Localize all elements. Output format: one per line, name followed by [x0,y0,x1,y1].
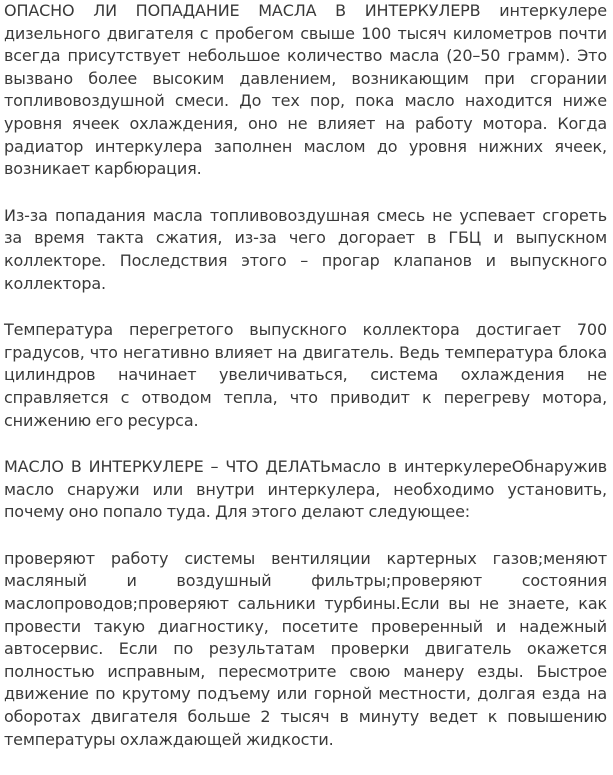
paragraph-checklist: проверяют работу системы вентиляции картерных газов;меняют масляный и воздушный фильтры;проверяют состояния маслопроводов;проверяют сальники турбины.Если вы не знаете, как провести такую диагностику, посетите проверенный и надежный автосервис. Если по результатам проверки двигатель окажется полностью исправным, пересмотрите свою манеру езды. Быстрое движение по крутому подъему или горной местности, долгая езда на оборотах двигателя больше 2 тысяч в минуту ведет к повышению температуры охлаждающей жидкости. [4,548,607,749]
article-body [4,0,607,775]
paragraph-temperature: Температура перегретого выпускного коллектора достигает 700 градусов, что негативно влияет на двигатель. Ведь температура блока цилиндров начинает увеличиваться, система охлаждения не справляется с отводом тепла, что приводит к перегреву мотора, снижению его ресурса. [4,320,607,430]
paragraph-what-to-do: МАСЛО В ИНТЕРКУЛЕРЕ – ЧТО ДЕЛАТЬмасло в интеркулереОбнаружив масло снаружи или внутри интеркулера, необходимо установить, почему оно попало туда. Для этого делают следующее: [4,457,607,522]
paragraph-combustion-effects: Из-за попадания масла топливовоздушная смесь не успевает сгореть за время такта сжатия, из-за чего догорает в ГБЦ и выпускном коллекторе. Последствия этого – прогар клапанов и выпускного коллектора. [4,205,607,293]
paragraph-oil-danger: ОПАСНО ЛИ ПОПАДАНИЕ МАСЛА В ИНТЕРКУЛЕРВ интеркулере дизельного двигателя с пробегом свыше 100 тысяч километров почти всегда присутствует небольшое количество масла (20–50 грамм). Это вызвано более высоким давлением, возникающим при сгорании топливовоздушной смеси. До тех пор, пока масло находится ниже уровня ячеек охлаждения, оно не влияет на работу мотора. Когда радиатор интеркулера заполнен маслом до уровня нижних ячеек, возникает карбюрация. [4,1,607,179]
